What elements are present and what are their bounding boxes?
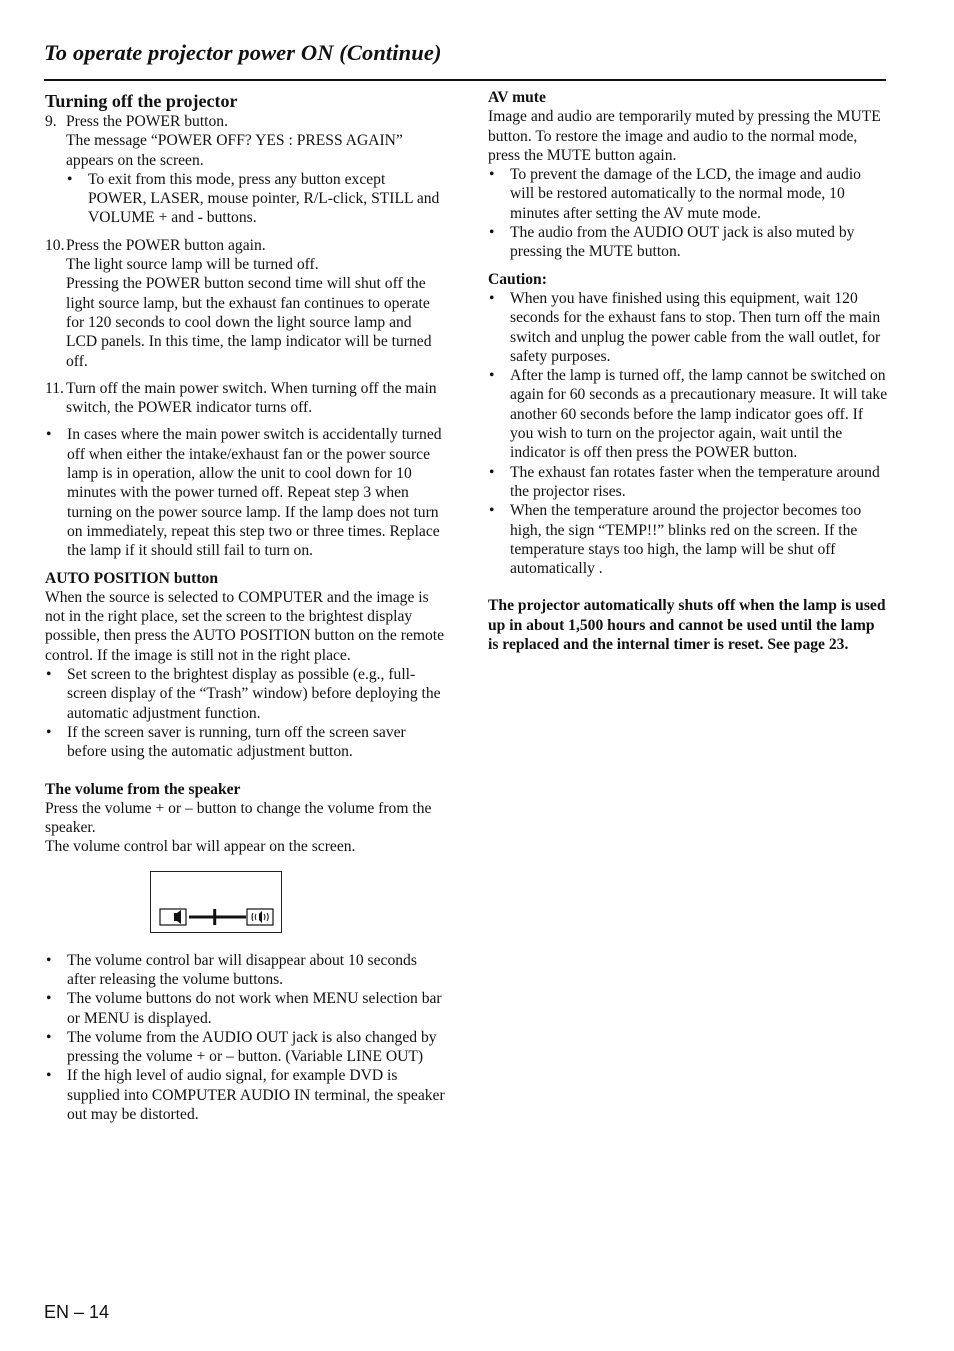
step-10-number: 10.	[45, 236, 65, 254]
step-10-line1: Press the POWER button again.	[66, 236, 266, 254]
left-column	[45, 88, 445, 1124]
volume-level-marker	[213, 909, 216, 925]
step-9-line1: Press the POWER button.	[66, 113, 228, 130]
volume-heading: The volume from the speaker	[45, 780, 241, 798]
step-10-line3: Pressing the POWER button second time will shut off the light source lamp, but the exhaust fan continues to operate for 120 seconds to cool down the light source lamp and LCD panels. In this time, the lamp indicator will be turned off.	[66, 275, 432, 370]
av-mute-body: Image and audio are temporarily muted by pressing the MUTE button. To restore the image and audio to the normal mode, press the MUTE button again.	[488, 108, 881, 164]
step-11-number: 11.	[45, 379, 64, 397]
auto-position-bullets	[45, 665, 445, 761]
speaker-low-icon	[160, 909, 186, 925]
step-11	[45, 379, 445, 418]
caution-bullet: • When the temperature around the projector becomes too high, the sign “TEMP!!” blinks red on the screen. If the temperature stays too high, the lamp will be shut off automatically .	[488, 501, 888, 578]
step-9-bullets	[66, 170, 445, 228]
volume-control-bar-illustration	[150, 871, 282, 933]
step-10	[45, 236, 445, 371]
turning-off-heading: Turning off the projector	[45, 91, 238, 111]
step-11-text: Turn off the main power switch. When turning off the main switch, the POWER indicator turns off.	[66, 379, 437, 417]
step-9	[45, 112, 445, 228]
volume-bullet: • The volume control bar will disappear about 10 seconds after releasing the volume buttons.	[45, 951, 445, 990]
right-column	[488, 88, 888, 654]
volume-bullet: • The volume from the AUDIO OUT jack is also changed by pressing the volume + or – button. (Variable LINE OUT)	[45, 1028, 445, 1067]
power-switch-notes	[45, 425, 445, 560]
speaker-high-icon	[247, 909, 273, 925]
page-number: EN – 14	[44, 1302, 110, 1322]
lamp-life-note: The projector automatically shuts off when the lamp is used up in about 1,500 hours and cannot be used until the lamp is replaced and the internal timer is reset. See page 23.	[488, 597, 886, 654]
caution-bullet: • After the lamp is turned off, the lamp cannot be switched on again for 60 seconds as a precautionary measure. It will take another 60 seconds before the lamp indicator goes off. If you wish to turn on the projector again, wait until the indicator is off then press the POWER button.	[488, 366, 888, 462]
volume-bullet: • The volume buttons do not work when MENU selection bar or MENU is displayed.	[45, 989, 445, 1028]
step-9-bullet: • To exit from this mode, press any button except POWER, LASER, mouse pointer, R/L-click, STILL and VOLUME + and - buttons.	[66, 170, 445, 228]
step-9-line2: The message “POWER OFF? YES : PRESS AGAIN” appears on the screen.	[66, 132, 403, 169]
volume-line2: The volume control bar will appear on the screen.	[45, 838, 356, 856]
auto-position-bullet: • If the screen saver is running, turn off the screen saver before using the automatic adjustment button.	[45, 723, 445, 762]
power-switch-note: • In cases where the main power switch is accidentally turned off when either the intake/exhaust fan or the power source lamp is in operation, allow the unit to cool down for 10 minutes with the power turned off. Repeat step 3 when turning on the power source lamp. If the lamp does not turn on immediately, repeat this step two or three times. Replace the lamp if it should still fail to turn on.	[45, 425, 445, 560]
caution-bullets	[488, 289, 888, 578]
title-rule	[44, 79, 886, 81]
step-9-number: 9.	[45, 113, 57, 130]
volume-bullets	[45, 951, 445, 1125]
caution-bullet: • When you have finished using this equipment, wait 120 seconds for the exhaust fans to stop. Then turn off the main switch and unplug the power cable from the wall outlet, for safety purposes.	[488, 289, 888, 366]
volume-bar-graphic	[151, 872, 281, 932]
page-title: To operate projector power ON (Continue)	[44, 40, 442, 65]
av-mute-heading: AV mute	[488, 89, 546, 106]
volume-bullet: • If the high level of audio signal, for example DVD is supplied into COMPUTER AUDIO IN terminal, the speaker out may be distorted.	[45, 1066, 445, 1124]
av-mute-bullet: • The audio from the AUDIO OUT jack is also muted by pressing the MUTE button.	[488, 223, 888, 262]
auto-position-bullet: • Set screen to the brightest display as possible (e.g., full-screen display of the “Trash” window) before deploying the automatic adjustment function.	[45, 665, 445, 723]
auto-position-heading: AUTO POSITION button	[45, 569, 219, 587]
caution-heading: Caution:	[488, 270, 547, 288]
caution-bullet: • The exhaust fan rotates faster when the temperature around the projector rises.	[488, 463, 888, 502]
step-10-line2: The light source lamp will be turned off.	[66, 256, 319, 274]
volume-line1: Press the volume + or – button to change the volume from the speaker.	[45, 799, 432, 837]
av-mute-bullets	[488, 165, 888, 261]
av-mute-bullet: • To prevent the damage of the LCD, the image and audio will be restored automatically to the normal mode, 10 minutes after setting the AV mute mode.	[488, 165, 888, 223]
auto-position-body: When the source is selected to COMPUTER and the image is not in the right place, set the screen to the brightest display possible, then press the AUTO POSITION button on the remote control. If the image is still not in the right place.	[45, 588, 445, 664]
